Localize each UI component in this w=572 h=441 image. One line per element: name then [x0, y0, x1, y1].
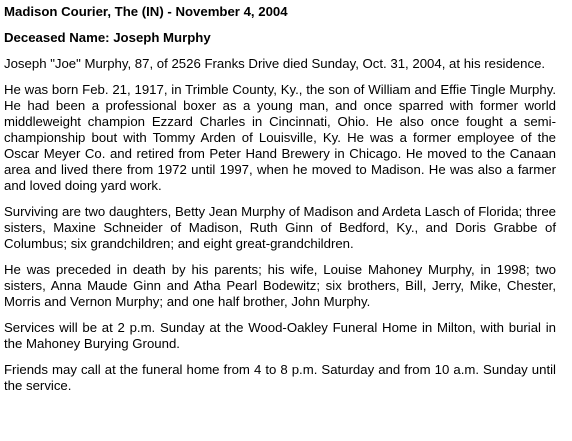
obituary-paragraph-intro: Joseph "Joe" Murphy, 87, of 2526 Franks Drive died Sunday, Oct. 31, 2004, at his residence. — [4, 56, 546, 71]
obituary-paragraph-visitation: Friends may call at the funeral home from 4 to 8 p.m. Saturday and from 10 a.m. Sunday until the service. — [4, 362, 556, 393]
obituary-paragraph-biography: He was born Feb. 21, 1917, in Trimble County, Ky., the son of William and Effie Tingle Murphy. He had been a professional boxer as a young man, and once sparred with former world middleweight champion Ezzard Charles in Cincinnati, Ohio. He also once fought a semi-championship bout with Tommy Arden of Louisville, Ky. He was a former employee of the Oscar Meyer Co. and retired from Peter Hand Brewery in Chicago. He moved to the Canaan area and lived there from 1972 until 1997, when he moved to Madison. He was also a farmer and loved doing yard work. — [4, 82, 556, 193]
obituary-paragraph-services: Services will be at 2 p.m. Sunday at the Wood-Oakley Funeral Home in Milton, with burial in the Mahoney Burying Ground. — [4, 320, 556, 351]
source-heading: Madison Courier, The (IN) - November 4, 2004 — [4, 4, 288, 19]
obituary-paragraph-preceded: He was preceded in death by his parents; his wife, Louise Mahoney Murphy, in 1998; two sisters, Anna Maude Ginn and Atha Pearl Bodewitz; six brothers, Bill, Jerry, Mike, Chester, Morris and Vernon Murphy; and one half brother, John Murphy. — [4, 262, 556, 309]
deceased-name-heading: Deceased Name: Joseph Murphy — [4, 30, 211, 45]
obituary-paragraph-survivors: Surviving are two daughters, Betty Jean Murphy of Madison and Ardeta Lasch of Florida; three sisters, Maxine Schneider of Madison, Ruth Ginn of Bedford, Ky., and Doris Grabbe of Columbus; six grandchildren; and eight great-grandchildren. — [4, 204, 556, 251]
